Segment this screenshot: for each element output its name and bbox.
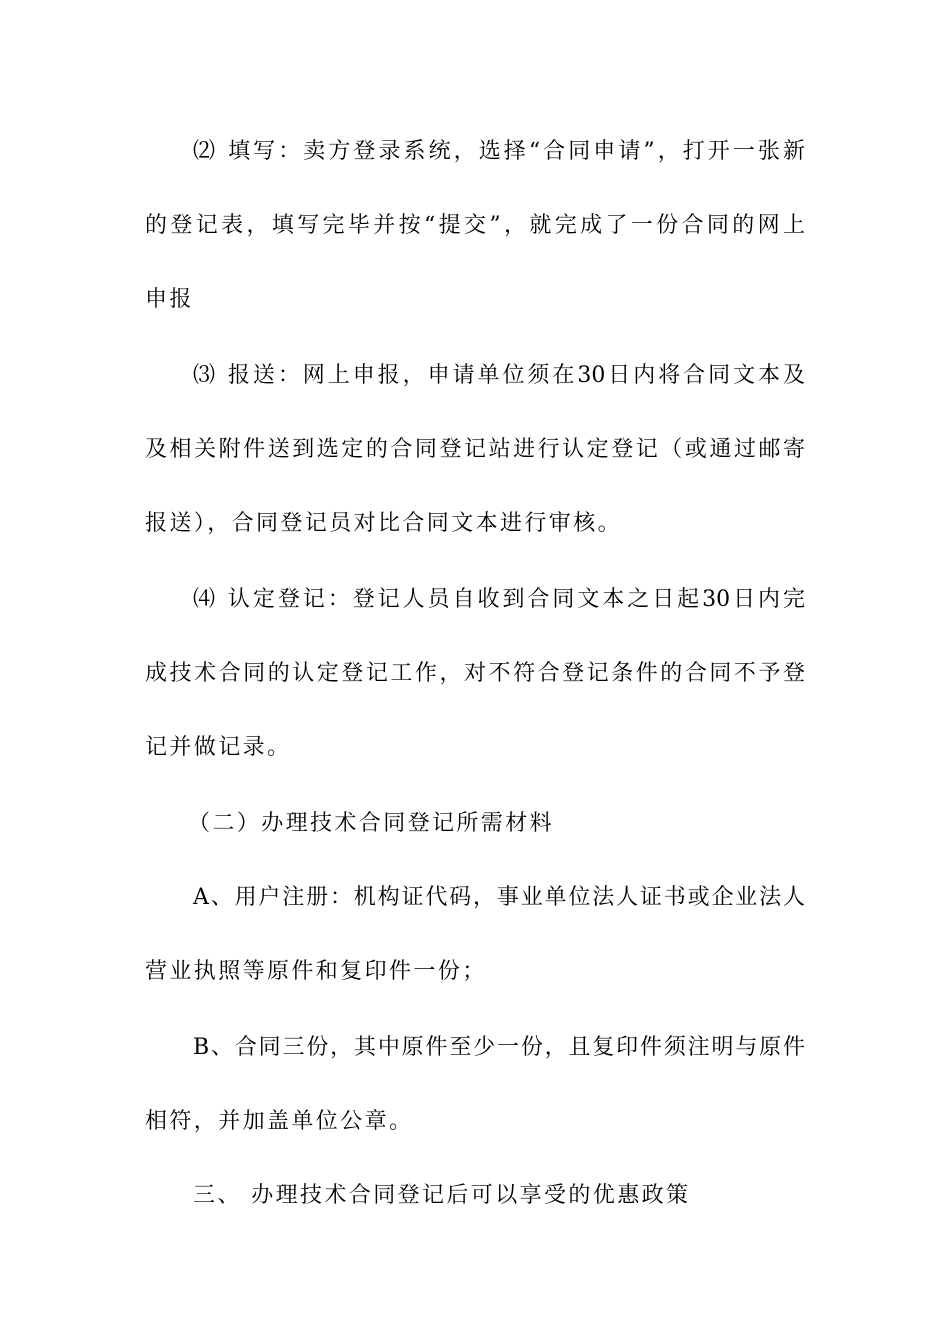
paragraph-line: 申报 [145, 287, 194, 312]
paragraph-line: ⑷ 认定登记：登记人员自收到合同文本之日起30日内完 [193, 587, 805, 612]
paragraph-line: 及相关附件送到选定的合同登记站进行认定登记（或通过邮寄 [145, 437, 805, 462]
paragraph-line: 报送），合同登记员对比合同文本进行审核。 [145, 511, 623, 536]
section-heading: 三、 办理技术合同登记后可以享受的优惠政策 [193, 1183, 691, 1208]
paragraph-line: 记并做记录。 [145, 735, 292, 760]
section-heading: （二）办理技术合同登记所需材料 [188, 811, 555, 836]
paragraph-line: ⑵ 填写：卖方登录系统，选择“合同申请”，打开一张新 [193, 139, 805, 164]
paragraph-line: A、用户注册：机构证代码，事业单位法人证书或企业法人 [193, 885, 805, 910]
paragraph-line: 营业执照等原件和复印件一份； [145, 959, 487, 984]
paragraph-line: ⑶ 报送：网上申报，申请单位须在30日内将合同文本及 [193, 363, 805, 388]
paragraph-line: 的登记表，填写完毕并按“提交”，就完成了一份合同的网上 [145, 213, 805, 238]
paragraph-line: 相符，并加盖单位公章。 [145, 1109, 414, 1134]
paragraph-line: 成技术合同的认定登记工作，对不符合登记条件的合同不予登 [145, 661, 805, 686]
paragraph-line: B、合同三份，其中原件至少一份，且复印件须注明与原件 [193, 1035, 805, 1060]
